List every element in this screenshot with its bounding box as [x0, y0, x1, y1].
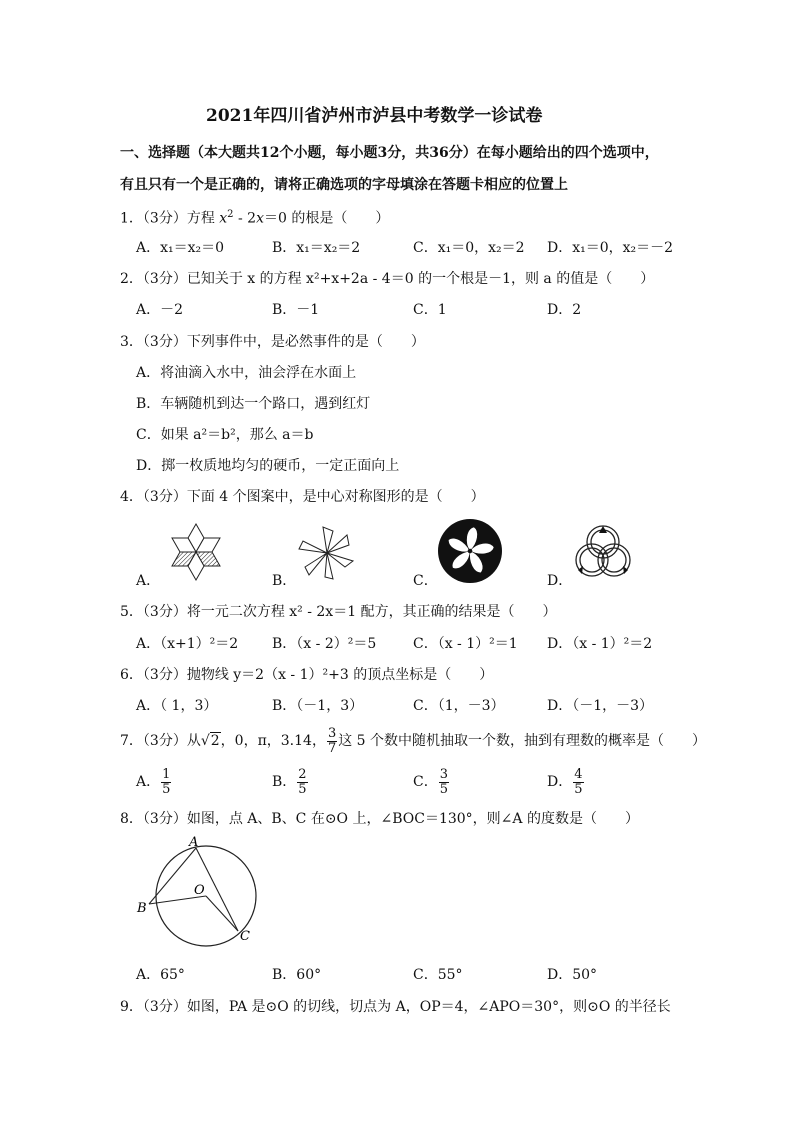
q7-stem: 7．（3分）从√2，0，π，3.14， $\frac{3}{7}$ 这 5 个数中随机抽取一个数，抽到有理数的概率是（ ） [120, 726, 707, 756]
q2-option-a[interactable]: A．－2 [136, 302, 184, 318]
q4-stem: 4．（3分）下面 4 个图案中，是中心对称图形的是（ ） [120, 489, 485, 505]
q1-option-d[interactable]: D．x₁＝0，x₂＝－2 [547, 240, 674, 256]
q2-option-c[interactable]: C．1 [413, 302, 447, 318]
q2-stem: 2．（3分）已知关于 x 的方程 x²+x+2a - 4＝0 的一个根是－1，则 a 的值是（ ） [120, 271, 655, 287]
q3-option-c[interactable]: C．如果 a²＝b²，那么 a＝b [136, 427, 314, 443]
q5-option-c[interactable]: C．（x - 1）²＝1 [413, 636, 518, 652]
q1-stem: 1．（3分）方程 $x^2 - 2x=0$ 的根是（ ） [120, 209, 390, 227]
q7-option-b[interactable]: B． $\frac{2}{5}$ [272, 767, 307, 797]
q8-label-c: C [240, 929, 250, 944]
q1-option-c[interactable]: C．x₁＝0，x₂＝2 [413, 240, 525, 256]
q3-stem: 3．（3分）下列事件中，是必然事件的是（ ） [120, 334, 425, 350]
section-header-line1: 一、选择题（本大题共12个小题，每小题3分，共36分）在每小题给出的四个选项中， [120, 145, 659, 161]
q5-option-a[interactable]: A．（x+1）²＝2 [136, 636, 239, 652]
q8-option-c[interactable]: C．55° [413, 967, 463, 983]
q3-option-b[interactable]: B．车辆随机到达一个路口，遇到红灯 [136, 396, 371, 412]
q6-option-a[interactable]: A．（ 1，3） [136, 698, 218, 714]
q6-option-c[interactable]: C．（1，－3） [413, 698, 505, 714]
q8-circle-figure [134, 836, 264, 956]
q7-option-d[interactable]: D． $\frac{4}{5}$ [547, 767, 583, 797]
q8-stem: 8．（3分）如图，点 A、B、C 在⊙O 上，∠BOC＝130°，则∠A 的度数是（ ） [120, 811, 639, 827]
q1-option-a[interactable]: A．x₁＝x₂＝0 [136, 240, 225, 256]
q2-option-d[interactable]: D．2 [547, 302, 582, 318]
q4-figure-c [437, 518, 503, 584]
q7-option-c[interactable]: C． $\frac{3}{5}$ [413, 767, 448, 797]
q4-option-b[interactable]: B． [272, 573, 297, 589]
q3-option-a[interactable]: A．将油滴入水中，油会浮在水面上 [136, 365, 357, 381]
q2-option-b[interactable]: B．－1 [272, 302, 320, 318]
q9-stem: 9．（3分）如图，PA 是⊙O 的切线，切点为 A，OP＝4，∠APO＝30°，则⊙O 的半径长 [120, 999, 671, 1015]
q7-option-a[interactable]: A． $\frac{1}{5}$ [136, 767, 171, 797]
q5-stem: 5．（3分）将一元二次方程 x² - 2x＝1 配方，其正确的结果是（ ） [120, 604, 557, 620]
q4-option-c[interactable]: C． [413, 573, 438, 589]
q4-figure-b [296, 522, 358, 584]
q6-stem: 6．（3分）抛物线 y＝2（x - 1）²+3 的顶点坐标是（ ） [120, 667, 494, 683]
q8-label-b: B [137, 901, 147, 916]
q8-option-d[interactable]: D．50° [547, 967, 598, 983]
q5-option-b[interactable]: B．（x - 2）²＝5 [272, 636, 377, 652]
q4-option-d[interactable]: D． [547, 573, 573, 589]
q3-option-d[interactable]: D．掷一枚质地均匀的硬币，一定正面向上 [136, 458, 400, 474]
q8-option-b[interactable]: B．60° [272, 967, 322, 983]
q4-option-a[interactable]: A． [136, 573, 161, 589]
q5-option-d[interactable]: D．（x - 1）²＝2 [547, 636, 653, 652]
q7-sqrt-content: 2 [210, 733, 220, 750]
q4-figure-a [163, 520, 229, 584]
q6-option-d[interactable]: D．（－1，－3） [547, 698, 654, 714]
q8-option-a[interactable]: A．65° [136, 967, 185, 983]
q8-label-o: O [194, 883, 205, 898]
q1-option-b[interactable]: B．x₁＝x₂＝2 [272, 240, 361, 256]
section-header-line2: 有且只有一个是正确的，请将正确选项的字母填涂在答题卡相应的位置上 [120, 177, 568, 193]
page-title: 2021年四川省泸州市泸县中考数学一诊试卷 [206, 106, 543, 126]
q4-figure-d [568, 520, 638, 584]
q7-fraction: $\frac{3}{7}$ [327, 726, 337, 756]
q6-option-b[interactable]: B．（－1，3） [272, 698, 364, 714]
q8-label-a: A [189, 835, 199, 850]
